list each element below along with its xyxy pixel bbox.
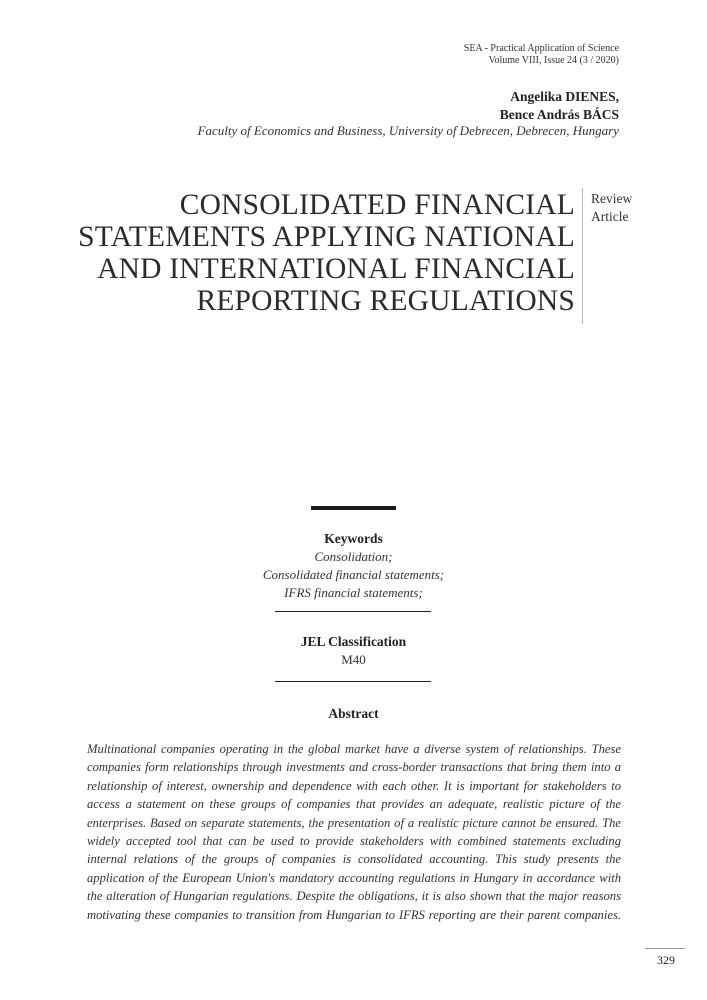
author-2: Bence András BÁCS [499,107,619,122]
keywords-section [200,531,507,602]
keywords-divider [275,611,431,612]
article-type-line-2: Article [591,209,629,224]
title-line-3: AND INTERNATIONAL FINANCIAL [97,253,575,285]
title-line-4: REPORTING REGULATIONS [196,285,575,317]
keywords-heading: Keywords [324,531,383,546]
jel-divider [275,681,431,682]
title-line-2: STATEMENTS APPLYING NATIONAL [78,221,575,253]
abstract-heading-block [200,706,507,722]
jel-section [200,634,507,669]
jel-heading: JEL Classification [300,634,407,649]
journal-name: SEA - Practical Application of Science [463,43,619,54]
journal-issue: Volume VIII, Issue 24 (3 / 2020) [488,55,619,66]
page-number: 329 [657,953,675,967]
article-type-line-1: Review [591,191,633,206]
author-affiliation: Faculty of Economics and Business, University of Debrecen, Debrecen, Hungary [197,123,619,138]
paper-title [55,189,575,317]
section-divider-thick [311,506,396,510]
keyword-item: IFRS financial statements; [284,585,423,600]
title-divider [582,188,583,324]
jel-code: M40 [341,652,366,667]
abstract-text: Multinational companies operating in the global market have a diverse system of relationships. These companies form relationships through investments and cross-border transactions that bring them into a relationship of interest, ownership and dependence with each other. It is important for stakeholders to access a statement on these groups of companies that provides an adequate, realistic picture of the enterprises. Based on separate statements, the presentation of a realistic picture cannot be ensured. The widely accepted tool that can be used to provide stakeholders with combined statements excluding internal relations of the groups of companies is consolidated accounting. This study presents the application of the European Union's mandatory accounting regulations in Hungary in accordance with the alteration of Hungarian regulations. Despite the obligations, it is also shown that the major reasons motivating these companies to transition from Hungarian to IFRS reporting are their parent companies. [87,742,621,922]
author-list [500,88,619,124]
journal-info [464,43,619,67]
abstract-heading: Abstract [328,706,379,721]
article-type-label [591,190,632,226]
keyword-item: Consolidation; [314,549,393,564]
title-line-1: CONSOLIDATED FINANCIAL [179,189,575,221]
footer-divider [645,948,685,949]
author-1: Angelika DIENES, [510,89,619,104]
keyword-item: Consolidated financial statements; [262,567,445,582]
